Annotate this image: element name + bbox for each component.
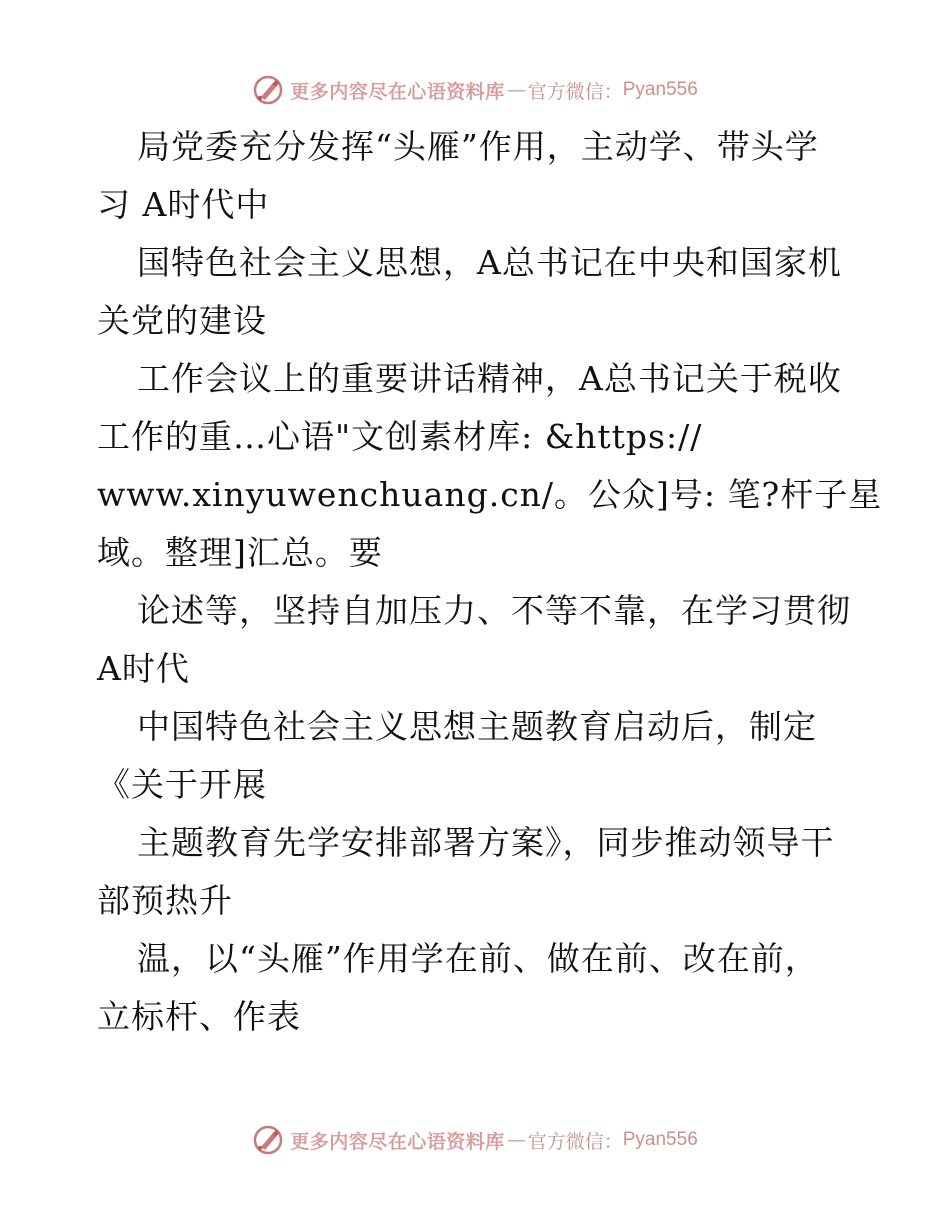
text-line: www.xinyuwenchuang.cn/。公众]号: 笔?杆子星: [97, 475, 883, 514]
text-line: 国特色社会主义思想，A总书记在中央和国家机: [137, 243, 842, 282]
text-line: A时代: [97, 649, 190, 688]
watermark-brand: 更多内容尽在心语资料库: [290, 80, 505, 103]
text-line: 论述等，坚持自加压力、不等不靠，在学习贯彻: [137, 591, 851, 630]
text-line: 工作会议上的重要讲话精神，A总书记关于税收: [137, 359, 842, 398]
pen-nib-icon: [252, 1124, 284, 1156]
watermark-wechat-id: Pyan556: [622, 79, 698, 100]
document-body: [97, 118, 883, 1046]
text-line: 中国特色社会主义思想主题教育启动后，制定: [137, 707, 817, 746]
text-line: 立标杆、作表: [97, 997, 301, 1036]
watermark-separator: —: [506, 1129, 526, 1151]
text-line: 域。整理]汇总。要: [97, 533, 383, 572]
watermark-wechat-label: 官方微信：: [527, 1130, 623, 1153]
header-watermark: [0, 70, 950, 110]
footer-watermark: [0, 1120, 950, 1160]
text-line: 局党委充分发挥“头雁”作用，主动学、带头学: [137, 127, 819, 166]
text-line: 习 A时代中: [97, 185, 270, 224]
text-line: 温，以“头雁”作用学在前、做在前、改在前，: [137, 939, 819, 978]
watermark-separator: —: [506, 79, 526, 101]
text-line: 《关于开展: [97, 765, 267, 804]
watermark-wechat-label: 官方微信：: [527, 80, 623, 103]
text-line: 工作的重…心语"文创素材库: &https://: [97, 417, 703, 456]
watermark-brand: 更多内容尽在心语资料库: [290, 1130, 505, 1153]
text-line: 主题教育先学安排部署方案》，同步推动领导干: [137, 823, 835, 862]
text-line: 关党的建设: [97, 301, 267, 340]
watermark-wechat-id: Pyan556: [622, 1129, 698, 1150]
pen-nib-icon: [252, 74, 284, 106]
text-line: 部预热升: [97, 881, 233, 920]
